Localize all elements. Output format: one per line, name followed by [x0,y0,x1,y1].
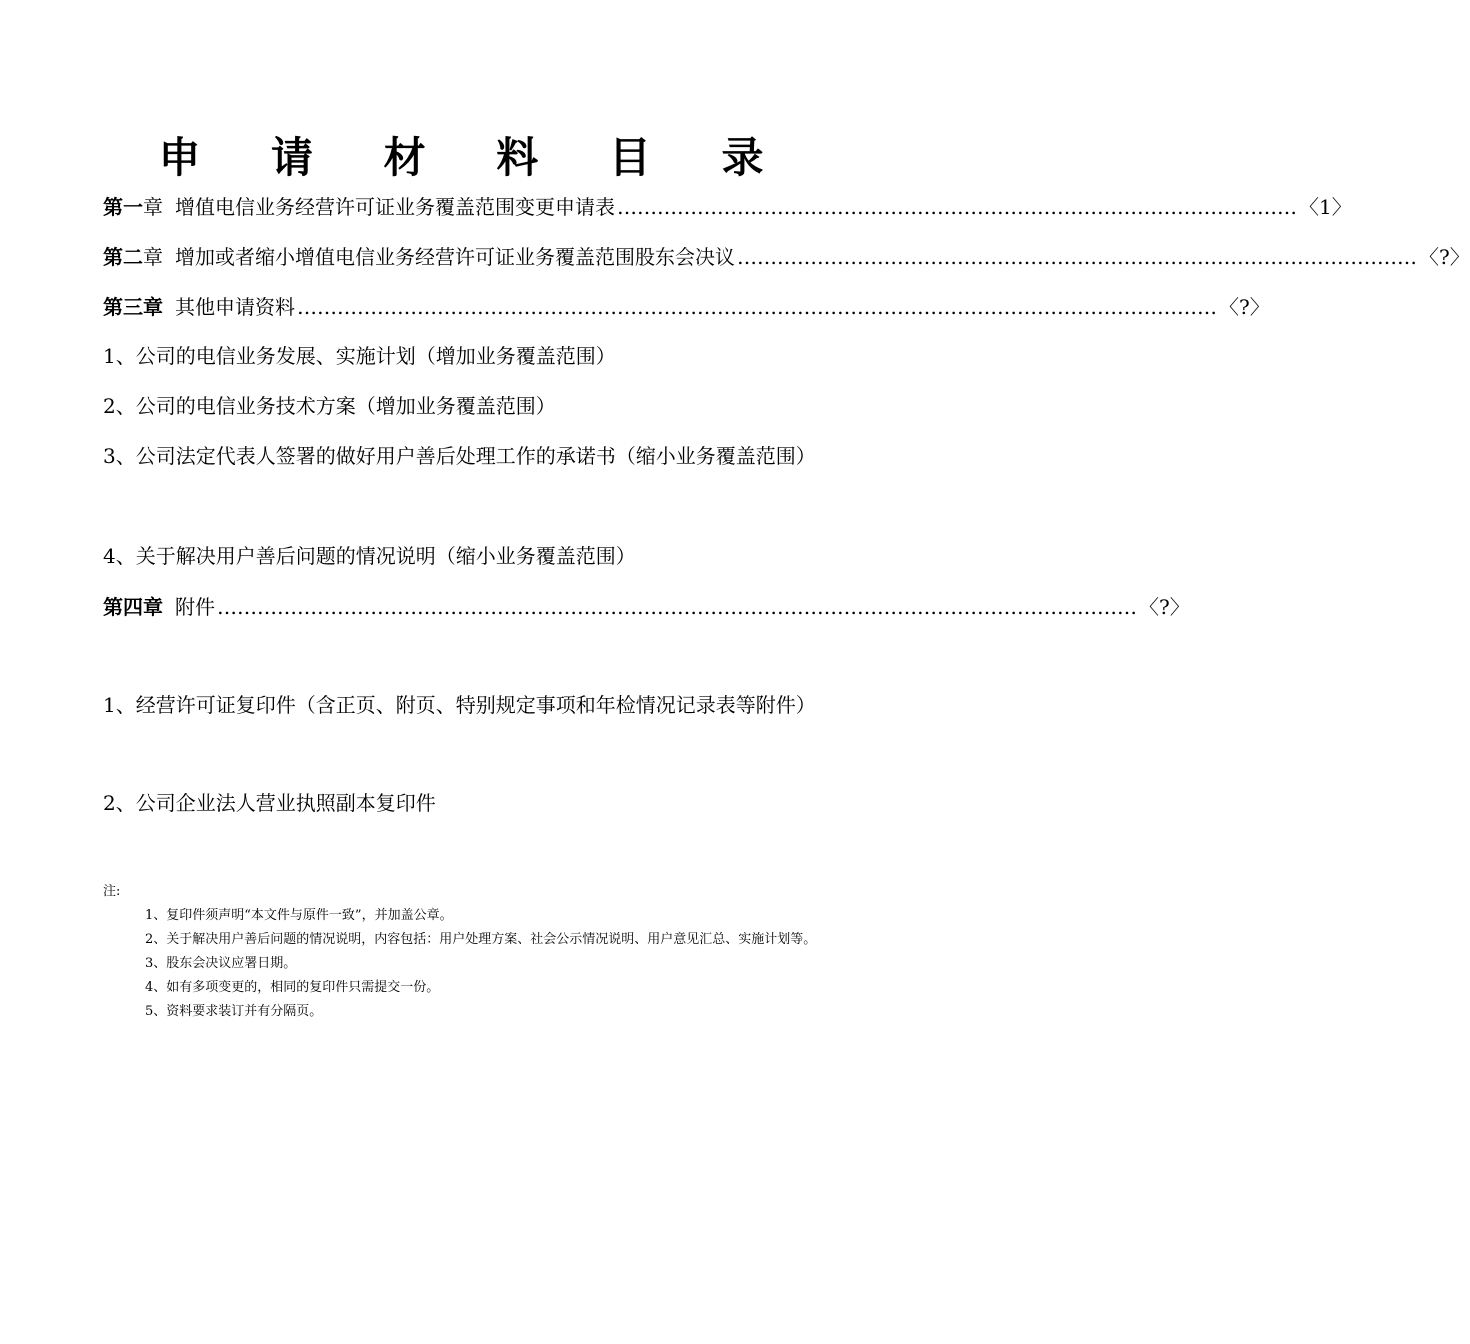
chapter3-item-1: 1、公司的电信业务发展、实施计划（增加业务覆盖范围） [103,344,616,368]
chapter3-item-2: 2、公司的电信业务技术方案（增加业务覆盖范围） [103,394,556,418]
toc-leader-dots: ………………………………………………………………………………………………………………………… [297,295,1217,319]
chapter4-item-2: 2、公司企业法人营业执照副本复印件 [103,791,436,815]
toc-chapter-label: 第二 [103,245,143,269]
toc-page-number: 〈?〉 [1139,595,1190,619]
toc-leader-dots: ………………………………………………………………………………………………………………………… [217,595,1137,619]
toc-page-number: 〈?〉 [1219,295,1270,319]
toc-chapter-label: 第三章 [103,295,163,319]
note-item-1: 1、复印件须声明“本文件与原件一致”，并加盖公章。 [145,908,453,923]
toc-entry-title: 附件 [175,595,215,619]
note-item-3: 3、股东会决议应署日期。 [145,956,297,971]
toc-entry-title: 增值电信业务经营许可证业务覆盖范围变更申请表 [175,195,615,219]
note-item-4: 4、如有多项变更的，相同的复印件只需提交一份。 [145,980,440,995]
toc-entry-chapter-4 [103,591,1190,623]
toc-chapter-label: 第一 [103,195,143,219]
toc-chapter-label: 第四章 [103,595,163,619]
chapter3-item-4: 4、关于解决用户善后问题的情况说明（缩小业务覆盖范围） [103,544,636,568]
toc-page-number: 〈1〉 [1299,195,1352,219]
note-item-5: 5、资料要求装订并有分隔页。 [145,1004,323,1019]
toc-entry-title: 其他申请资料 [175,295,295,319]
toc-entry-title: 增加或者缩小增值电信业务经营许可证业务覆盖范围股东会决议 [175,245,735,269]
toc-entry-chapter-1 [103,191,1352,223]
chapter3-item-3: 3、公司法定代表人签署的做好用户善后处理工作的承诺书（缩小业务覆盖范围） [103,444,816,468]
document-title: 申 请 材 料 目 录 [158,133,792,182]
notes-heading: 注: [103,884,121,899]
notes-section [103,880,833,1024]
toc-chapter-label-tail: 章 [143,245,163,269]
toc-page-number: 〈?〉 [1419,245,1470,269]
toc-leader-dots: ………………………………………………………………………………………… [617,195,1297,219]
toc-chapter-label-tail: 章 [143,195,163,219]
toc-entry-chapter-2 [103,241,1470,273]
toc-entry-chapter-3 [103,291,1270,323]
chapter4-item-1: 1、经营许可证复印件（含正页、附页、特别规定事项和年检情况记录表等附件） [103,693,816,717]
note-item-2: 2、关于解决用户善后问题的情况说明，内容包括：用户处理方案、社会公示情况说明、用户意见汇总、实施计划等。 [145,932,817,947]
toc-leader-dots: ………………………………………………………………………………………… [737,245,1417,269]
